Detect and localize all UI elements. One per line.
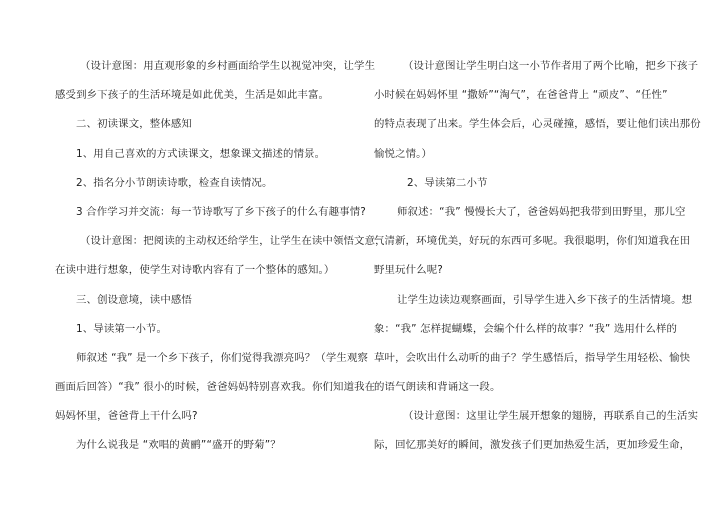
paragraph-line: 画面后回答）“我” 很小的时候，爸爸妈妈特别喜欢我。你们知道我在 (55, 381, 376, 394)
paragraph-line: 在读中进行想象，使学生对诗歌内容有了一个整体的感知。） (55, 264, 335, 277)
list-item: 1、用自己喜欢的方式读课文，想象课文描述的情景。 (76, 147, 326, 160)
section-heading: 三、创设意境，读中感悟 (76, 293, 192, 306)
subsection-heading: 2、导读第二小节 (407, 176, 488, 189)
section-heading: 二、初读课文，整体感知 (76, 118, 192, 131)
paragraph-line: 师叙述 “我” 是一个乡下孩子，你们觉得我漂亮吗？（学生观察 (76, 351, 369, 364)
paragraph-line: 气清新，环境优美，好玩的东西可多呢。我很聪明，你们知道我在田 (374, 235, 691, 248)
paragraph-line: （设计意图：这里让学生展开想象的翅膀，再联系自己的生活实 (403, 410, 699, 423)
list-item: 2、指名分小节朗读诗歌，检查自读情况。 (76, 176, 273, 189)
paragraph-line: （设计意图让学生明白这一小节作者用了两个比喻，把乡下孩子 (403, 60, 699, 72)
paragraph-line: （设计意图：用直观形象的乡村画面给学生以视觉冲突，让学生 (80, 60, 376, 72)
paragraph-line: 的语气朗读和背诵这一段。 (374, 381, 501, 394)
list-item: 3 合作学习并交流：每一节诗歌写了乡下孩子的什么有趣事情? (76, 205, 366, 218)
paragraph-line: 为什么说我是 “欢唱的黄鹂”“盛开的野菊”？ (76, 439, 281, 452)
paragraph-line: 象：“我” 怎样捉蝴蝶，会编个什么样的故事？“我” 选用什么样的 (374, 322, 678, 335)
paragraph-line: 感受到乡下孩子的生活环境是如此优美，生活是如此丰富。 (55, 89, 330, 102)
paragraph-line: 野里玩什么呢? (374, 264, 443, 277)
subsection-heading: 1、导读第一小节。 (76, 322, 168, 335)
paragraph-line: 际，回忆那美好的瞬间，激发孩子们更加热爱生活，更加珍爱生命， (374, 439, 691, 452)
right-column (374, 52, 701, 461)
paragraph-line: 小时候在妈妈怀里 “撒娇”“淘气”，在爸爸背上 “顽皮”、“任性” (374, 89, 668, 102)
paragraph-line: 师叙述：“我” 慢慢长大了，爸爸妈妈把我带到田野里，那儿空 (397, 205, 686, 218)
paragraph-line: 的特点表现了出来。学生体会后，心灵碰撞，感悟，要让他们读出那份 (374, 118, 701, 131)
left-column (55, 52, 386, 461)
paragraph-line: 草叶，会吹出什么动听的曲子？学生感悟后，指导学生用轻松、愉快 (374, 351, 691, 364)
paragraph-line: 让学生边读边观察画面，引导学生进入乡下孩子的生活情境。想 (397, 293, 693, 306)
paragraph-line: 愉悦之情。） (374, 147, 433, 160)
paragraph-line: （设计意图：把阅读的主动权还给学生，让学生在读中领悟文意， (80, 235, 386, 248)
paragraph-line: 妈妈怀里，爸爸背上干什么吗? (55, 410, 198, 423)
